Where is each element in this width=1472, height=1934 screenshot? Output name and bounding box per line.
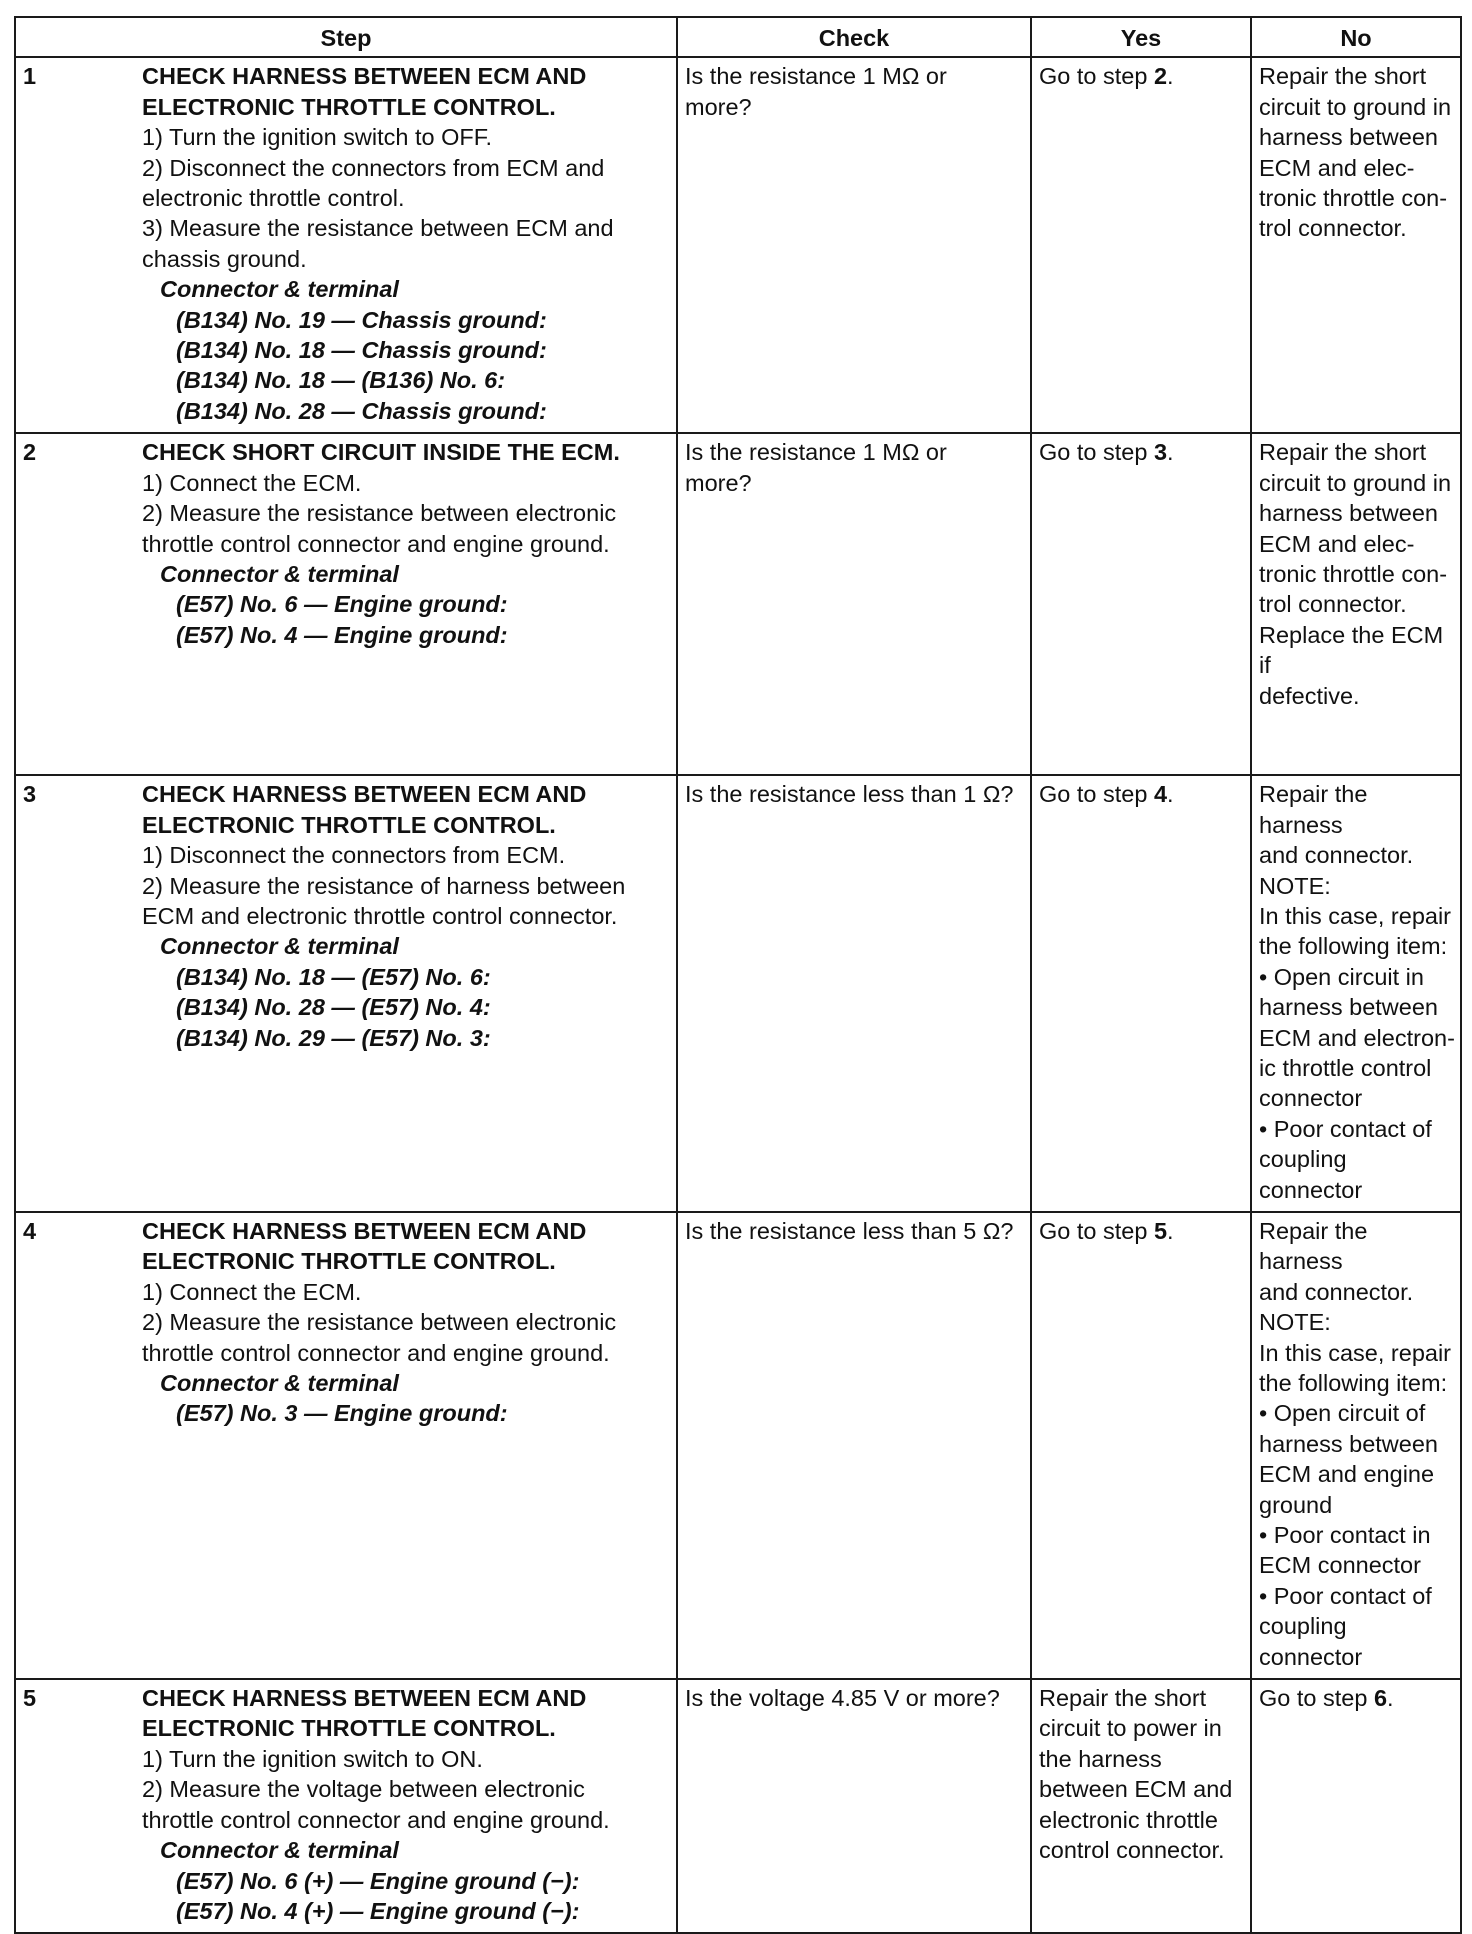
instruction: 1) Connect the ECM. bbox=[142, 1278, 362, 1305]
no-text: harness between bbox=[1259, 994, 1438, 1021]
check-text: more? bbox=[685, 469, 752, 496]
yes-cell bbox=[1031, 1679, 1251, 1933]
instruction: 3) Measure the resistance between ECM and bbox=[142, 215, 614, 242]
terminal-spec: (E57) No. 6 (+) — Engine ground (−): bbox=[176, 1867, 580, 1894]
connector-heading: Connector & terminal bbox=[160, 1837, 399, 1864]
check-cell bbox=[677, 433, 1031, 775]
table-row bbox=[15, 57, 1461, 433]
no-text: Repair the short bbox=[1259, 439, 1427, 466]
yes-text: Go to step bbox=[1039, 1217, 1154, 1244]
no-text: harness between bbox=[1259, 124, 1438, 151]
note-label: NOTE: bbox=[1259, 1309, 1331, 1336]
check-text: Is the resistance less than 5 Ω? bbox=[685, 1217, 1014, 1244]
yes-cell bbox=[1031, 1212, 1251, 1679]
no-text: Repair the short bbox=[1259, 63, 1427, 90]
no-text: tronic throttle con- bbox=[1259, 560, 1448, 587]
step-title: ELECTRONIC THROTTLE CONTROL. bbox=[142, 811, 556, 838]
check-cell bbox=[677, 57, 1031, 433]
header-no: No bbox=[1251, 17, 1461, 57]
no-text: circuit to ground in bbox=[1259, 469, 1452, 496]
connector-heading: Connector & terminal bbox=[160, 560, 399, 587]
no-cell bbox=[1251, 433, 1461, 775]
instruction: electronic throttle control. bbox=[142, 185, 405, 212]
step-description bbox=[135, 57, 677, 433]
terminal-spec: (B134) No. 29 — (E57) No. 3: bbox=[176, 1024, 491, 1051]
no-text: Repair the harness bbox=[1259, 1217, 1368, 1275]
no-text: defective. bbox=[1259, 682, 1360, 709]
connector-heading: Connector & terminal bbox=[160, 276, 399, 303]
no-text: Repair the harness bbox=[1259, 781, 1368, 838]
instruction: 2) Measure the resistance between electronic bbox=[142, 1309, 617, 1336]
step-description bbox=[135, 1212, 677, 1679]
yes-step-number: 2 bbox=[1153, 63, 1168, 90]
no-text: and connector. bbox=[1259, 1278, 1414, 1305]
terminal-spec: (E57) No. 4 — Engine ground: bbox=[176, 621, 508, 648]
step-title: ELECTRONIC THROTTLE CONTROL. bbox=[142, 1715, 556, 1742]
no-text: the following item: bbox=[1259, 933, 1448, 960]
yes-step-number: 4 bbox=[1153, 781, 1168, 808]
yes-suffix: . bbox=[1167, 781, 1174, 808]
no-text: ground bbox=[1259, 1491, 1333, 1518]
terminal-spec: (B134) No. 18 — (E57) No. 6: bbox=[176, 963, 491, 990]
table-row bbox=[15, 433, 1461, 775]
bullet-item: • Open circuit of bbox=[1259, 1400, 1426, 1427]
yes-cell bbox=[1031, 57, 1251, 433]
no-text: In this case, repair bbox=[1259, 1339, 1452, 1366]
check-text: Is the resistance 1 MΩ or bbox=[685, 63, 947, 90]
yes-suffix: . bbox=[1167, 63, 1174, 90]
step-description bbox=[135, 775, 677, 1212]
check-cell bbox=[677, 775, 1031, 1212]
header-row bbox=[15, 17, 1461, 57]
bullet-item: • Open circuit in bbox=[1259, 963, 1424, 990]
header-yes: Yes bbox=[1031, 17, 1251, 57]
check-text: Is the resistance less than 1 Ω? bbox=[685, 781, 1014, 808]
step-number: 4 bbox=[15, 1212, 135, 1679]
instruction: 1) Connect the ECM. bbox=[142, 469, 362, 496]
connector-heading: Connector & terminal bbox=[160, 1370, 399, 1396]
no-text: harness between bbox=[1259, 1430, 1438, 1457]
step-title: CHECK HARNESS BETWEEN ECM AND bbox=[142, 63, 587, 90]
no-text: ic throttle control bbox=[1259, 1054, 1432, 1081]
terminal-spec: (E57) No. 4 (+) — Engine ground (−): bbox=[176, 1897, 580, 1924]
instruction: 1) Disconnect the connectors from ECM. bbox=[142, 842, 566, 869]
yes-text: Go to step bbox=[1039, 781, 1154, 808]
no-text: coupling connector bbox=[1259, 1146, 1363, 1203]
instruction: 1) Turn the ignition switch to OFF. bbox=[142, 124, 493, 151]
check-cell bbox=[677, 1212, 1031, 1679]
step-title: CHECK HARNESS BETWEEN ECM AND bbox=[142, 781, 587, 808]
header-step: Step bbox=[15, 17, 677, 57]
bullet-item: • Poor contact of bbox=[1259, 1115, 1432, 1142]
no-text: ECM connector bbox=[1259, 1552, 1421, 1579]
no-text: Go to step bbox=[1259, 1685, 1374, 1712]
yes-text: Go to step bbox=[1039, 439, 1154, 466]
instruction: throttle control connector and engine ground. bbox=[142, 530, 610, 557]
no-text: ECM and electron- bbox=[1259, 1024, 1455, 1051]
no-cell bbox=[1251, 57, 1461, 433]
bullet-item: • Poor contact in bbox=[1259, 1522, 1431, 1549]
header-check: Check bbox=[677, 17, 1031, 57]
terminal-spec: (E57) No. 3 — Engine ground: bbox=[176, 1400, 508, 1427]
instruction: ECM and electronic throttle control connector. bbox=[142, 902, 618, 929]
note-label: NOTE: bbox=[1259, 872, 1331, 899]
no-cell bbox=[1251, 1212, 1461, 1679]
step-description bbox=[135, 1679, 677, 1933]
yes-text: between ECM and bbox=[1039, 1776, 1233, 1803]
no-text: tronic throttle con- bbox=[1259, 185, 1448, 212]
terminal-spec: (B134) No. 19 — Chassis ground: bbox=[176, 306, 547, 333]
yes-text: Repair the short bbox=[1039, 1685, 1207, 1712]
table-row bbox=[15, 1679, 1461, 1933]
connector-heading: Connector & terminal bbox=[160, 933, 399, 960]
instruction: 2) Measure the resistance between electronic bbox=[142, 500, 617, 527]
no-cell bbox=[1251, 1679, 1461, 1933]
no-step-number: 6 bbox=[1373, 1685, 1388, 1712]
table-row bbox=[15, 775, 1461, 1212]
instruction: 2) Measure the resistance of harness between bbox=[142, 872, 626, 899]
step-title: ELECTRONIC THROTTLE CONTROL. bbox=[142, 93, 556, 120]
step-number: 1 bbox=[15, 57, 135, 433]
step-title: CHECK HARNESS BETWEEN ECM AND bbox=[142, 1685, 587, 1712]
instruction: throttle control connector and engine ground. bbox=[142, 1806, 610, 1833]
instruction: 2) Measure the voltage between electronic bbox=[142, 1776, 585, 1803]
step-number: 3 bbox=[15, 775, 135, 1212]
no-text: connector bbox=[1259, 1085, 1363, 1112]
step-number: 2 bbox=[15, 433, 135, 775]
yes-step-number: 5 bbox=[1153, 1217, 1168, 1244]
no-cell bbox=[1251, 775, 1461, 1212]
yes-step-number: 3 bbox=[1153, 439, 1168, 466]
yes-text: electronic throttle bbox=[1039, 1806, 1218, 1833]
no-text: trol connector. bbox=[1259, 215, 1407, 242]
step-number: 5 bbox=[15, 1679, 135, 1933]
no-text: harness between bbox=[1259, 500, 1438, 527]
check-text: Is the resistance 1 MΩ or bbox=[685, 439, 947, 466]
terminal-spec: (B134) No. 28 — (E57) No. 4: bbox=[176, 994, 491, 1021]
no-text: Replace the ECM if bbox=[1259, 621, 1444, 679]
table-row bbox=[15, 1212, 1461, 1679]
bullet-item: • Poor contact of bbox=[1259, 1582, 1432, 1609]
check-text: Is the voltage 4.85 V or more? bbox=[685, 1685, 1000, 1712]
diagnostic-procedure bbox=[14, 16, 1460, 1934]
no-text: ECM and elec- bbox=[1259, 530, 1415, 557]
instruction: chassis ground. bbox=[142, 245, 307, 272]
check-text: more? bbox=[685, 93, 752, 120]
terminal-spec: (B134) No. 18 — Chassis ground: bbox=[176, 337, 547, 364]
yes-cell bbox=[1031, 433, 1251, 775]
step-title: CHECK HARNESS BETWEEN ECM AND bbox=[142, 1217, 587, 1244]
yes-text: Go to step bbox=[1039, 63, 1154, 90]
yes-text: the harness bbox=[1039, 1745, 1162, 1772]
diagnostic-table bbox=[14, 16, 1462, 1934]
instruction: throttle control connector and engine ground. bbox=[142, 1339, 610, 1366]
no-text: coupling connector bbox=[1259, 1613, 1363, 1670]
yes-cell bbox=[1031, 775, 1251, 1212]
terminal-spec: (B134) No. 18 — (B136) No. 6: bbox=[176, 367, 506, 394]
no-text: the following item: bbox=[1259, 1370, 1448, 1396]
step-title: ELECTRONIC THROTTLE CONTROL. bbox=[142, 1248, 556, 1275]
no-text: and connector. bbox=[1259, 842, 1414, 869]
step-description bbox=[135, 433, 677, 775]
terminal-spec: (B134) No. 28 — Chassis ground: bbox=[176, 397, 547, 424]
no-text: ECM and elec- bbox=[1259, 154, 1415, 181]
yes-text: circuit to power in bbox=[1039, 1715, 1222, 1742]
no-text: ECM and engine bbox=[1259, 1461, 1435, 1488]
terminal-spec: (E57) No. 6 — Engine ground: bbox=[176, 591, 508, 618]
no-text: In this case, repair bbox=[1259, 902, 1452, 929]
no-suffix: . bbox=[1387, 1685, 1394, 1712]
no-text: trol connector. bbox=[1259, 591, 1407, 618]
no-text: circuit to ground in bbox=[1259, 93, 1452, 120]
step-title: CHECK SHORT CIRCUIT INSIDE THE ECM. bbox=[142, 439, 620, 466]
check-cell bbox=[677, 1679, 1031, 1933]
yes-suffix: . bbox=[1167, 1217, 1174, 1244]
instruction: 1) Turn the ignition switch to ON. bbox=[142, 1745, 483, 1772]
yes-suffix: . bbox=[1167, 439, 1174, 466]
instruction: 2) Disconnect the connectors from ECM and bbox=[142, 154, 605, 181]
yes-text: control connector. bbox=[1039, 1837, 1225, 1864]
